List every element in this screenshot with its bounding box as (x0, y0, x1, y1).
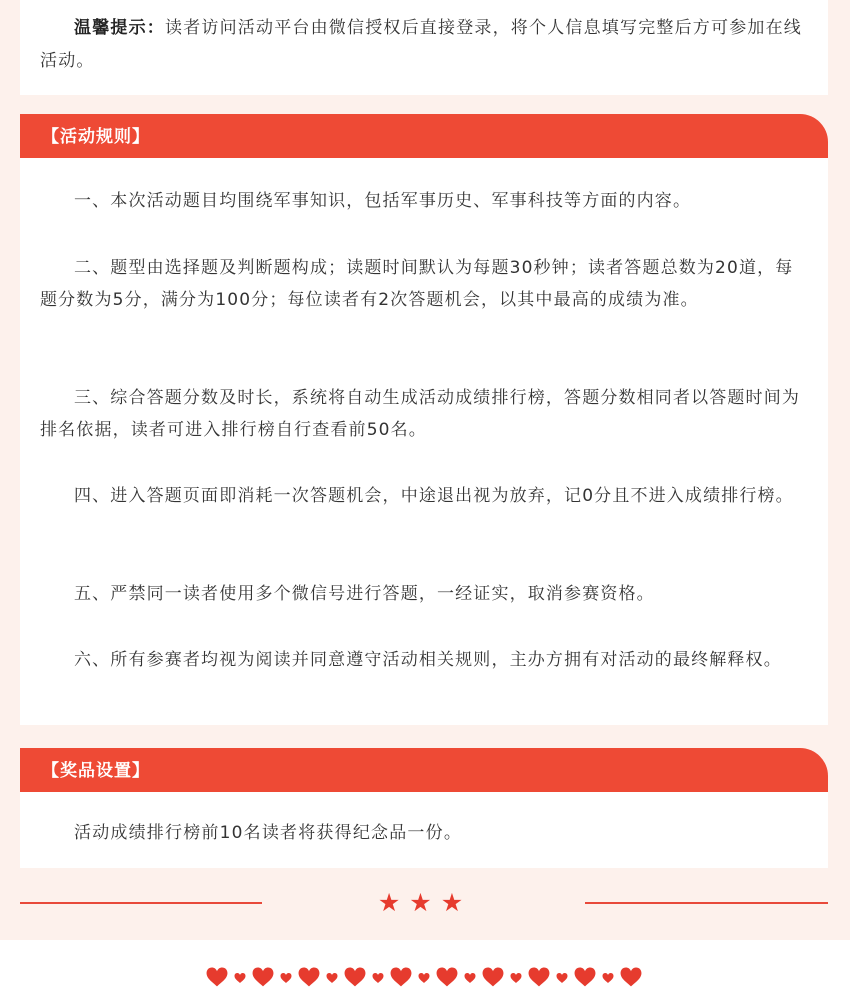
rule-item-5: 五、严禁同一读者使用多个微信号进行答题，一经证实，取消参赛资格。 (74, 584, 655, 604)
heart-icon (483, 967, 504, 986)
divider-left (20, 902, 262, 904)
heart-icon (391, 967, 412, 986)
notice-card (20, 0, 828, 95)
heart-icon (281, 973, 292, 983)
heart-icon (511, 973, 522, 983)
rule-item-2: 二、题型由选择题及判断题构成；读题时间默认为每题30秒钟；读者答题总数为20道，每题分数为5分，满分为100分；每位读者有2次答题机会，以其中最高的成绩为准。 (40, 258, 794, 310)
heart-icon (345, 967, 366, 986)
heart-icon (465, 973, 476, 983)
notice-label: 温馨提示： (74, 18, 165, 38)
heart-icon (621, 967, 642, 986)
rule-item-3: 三、综合答题分数及时长，系统将自动生成活动成绩排行榜，答题分数相同者以答题时间为排名依据，读者可进入排行榜自行查看前50名。 (40, 388, 800, 440)
prize-card (20, 792, 828, 868)
heart-icon (235, 973, 246, 983)
notice-text: 读者访问活动平台由微信授权后直接登录，将个人信息填写完整后方可参加在线活动。 (40, 18, 802, 71)
heart-icon (437, 967, 458, 986)
rules-banner (20, 114, 828, 158)
heart-icon (299, 967, 320, 986)
rule-item-1: 一、本次活动题目均围绕军事知识，包括军事历史、军事科技等方面的内容。 (74, 191, 692, 211)
prize-text: 活动成绩排行榜前10名读者将获得纪念品一份。 (74, 823, 463, 843)
divider-right (585, 902, 828, 904)
heart-decoration-row (0, 962, 850, 992)
star-icons: ★★★ (377, 888, 473, 917)
heart-icon (253, 967, 274, 986)
heart-icon (529, 967, 550, 986)
prize-banner (20, 748, 828, 792)
heart-icon (603, 973, 614, 983)
heart-icon (557, 973, 568, 983)
heart-icon (207, 967, 228, 986)
rules-card (20, 158, 828, 725)
heart-icon (327, 973, 338, 983)
rule-item-6: 六、所有参赛者均视为阅读并同意遵守活动相关规则，主办方拥有对活动的最终解释权。 (74, 650, 782, 670)
rules-title: 【活动规则】 (42, 127, 150, 147)
prize-title: 【奖品设置】 (42, 761, 150, 781)
notice-paragraph (20, 0, 828, 78)
rule-item-4: 四、进入答题页面即消耗一次答题机会，中途退出视为放弃，记0分且不进入成绩排行榜。 (74, 486, 794, 506)
heart-icon (575, 967, 596, 986)
heart-icon (419, 973, 430, 983)
heart-icon (373, 973, 384, 983)
